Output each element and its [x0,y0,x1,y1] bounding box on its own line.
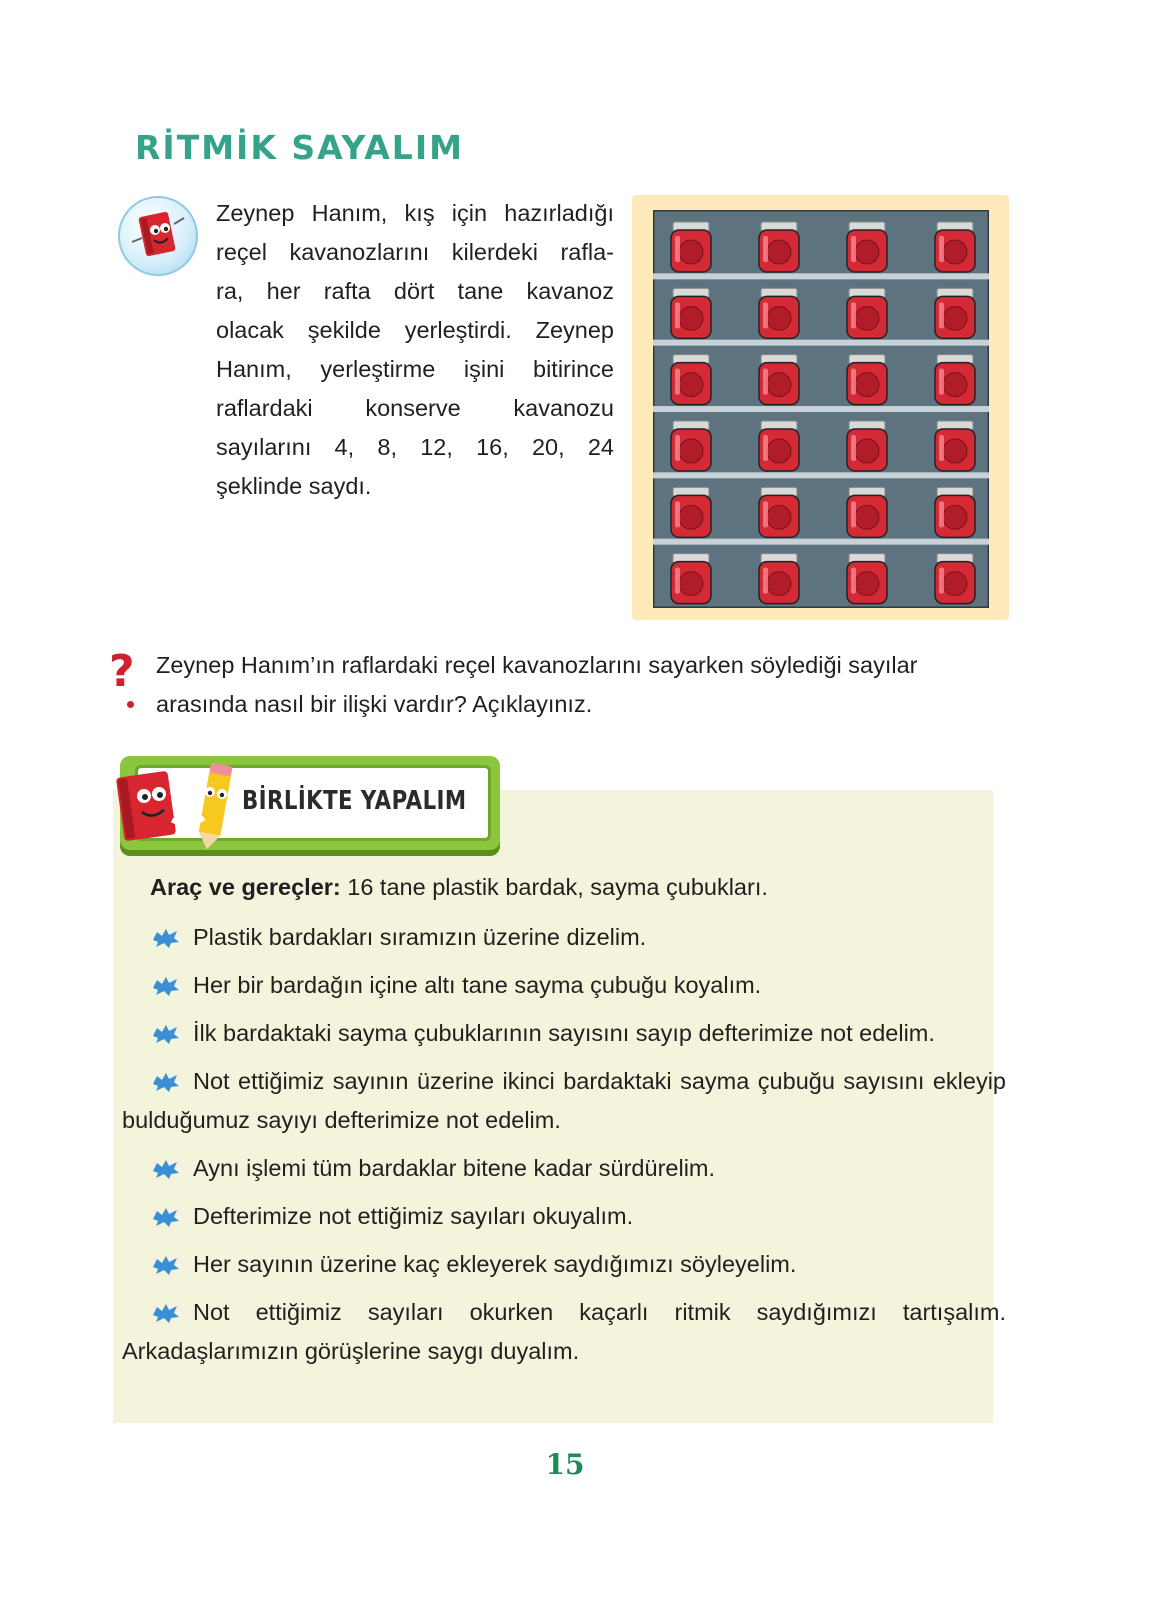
materials-label: Araç ve gereçler: [150,874,341,900]
step-item [122,1293,1006,1371]
jar-label [855,505,879,529]
jar-highlight [939,435,944,461]
jar-label [679,306,703,330]
section-title: RİTMİK SAYALIM [135,128,464,167]
intro-line: Hanım, yerleştirme işini bitirince [216,356,614,382]
shelf-board [653,406,989,412]
intro-line: raflardaki konserve kavanozu [216,395,614,421]
jar-label [855,240,879,264]
jar-highlight [851,435,856,461]
step-item [122,1062,1006,1140]
steps-list [122,918,1006,1380]
jar-highlight [763,568,768,594]
intro-line: Zeynep Hanım, kış için hazırladığı [216,200,614,226]
question-line: Zeynep Hanım’ın raflardaki reçel kavanozlarını sayarken söylediği sayılar [156,652,918,678]
jar-highlight [763,435,768,461]
jar-highlight [851,302,856,328]
intro-line: şeklinde saydı. [216,473,372,499]
shelf-board [653,539,989,545]
question-line: arasında nasıl bir ilişki vardır? Açıklayınız. [156,691,593,717]
materials-line [150,868,1000,907]
jar-label [767,373,791,397]
blue-splash-bullet-icon [150,1207,180,1227]
jar-label [767,240,791,264]
jar-label [943,306,967,330]
jar-highlight [939,568,944,594]
jar-highlight [675,435,680,461]
step-text: Plastik bardakları sıramızın üzerine dizelim. [193,924,647,950]
intro-line: olacak şekilde yerleştirdi. Zeynep [216,317,614,343]
intro-line: reçel kavanozlarını kilerdeki rafla- [216,239,614,265]
jar-highlight [851,568,856,594]
intro-line: ra, her rafta dört tane kavanoz [216,278,614,304]
jar-highlight [675,369,680,395]
book-pencil-mascot-icon [112,758,252,856]
blue-splash-bullet-icon [150,1159,180,1179]
jar-highlight [851,369,856,395]
activity-badge-label: BİRLİKTE YAPALIM [242,786,467,816]
jar-highlight [763,501,768,527]
jar-label [679,373,703,397]
jar-label [943,505,967,529]
step-text: Not ettiğimiz sayıları okurken kaçarlı ritmik saydığımızı tartışalım. Arkadaşlarımızın görüşlerine saygı duyalım. [122,1299,1006,1364]
jar-label [767,505,791,529]
jar-label [679,240,703,264]
blue-splash-bullet-icon [150,1024,180,1044]
shelf-board [653,340,989,346]
intro-line: sayılarını 4, 8, 12, 16, 20, 24 [216,434,614,460]
jar-label [679,439,703,463]
step-item [122,1197,1006,1236]
jar-highlight [939,501,944,527]
step-text: İlk bardaktaki sayma çubuklarının sayısını sayıp defterimize not edelim. [193,1020,935,1046]
jar-highlight [939,302,944,328]
jar-label [767,572,791,596]
jar-highlight [939,369,944,395]
step-item [122,918,1006,957]
shelf-svg [653,210,989,608]
step-text: Aynı işlemi tüm bardaklar bitene kadar sürdürelim. [193,1155,716,1181]
blue-splash-bullet-icon [150,1303,180,1323]
blue-splash-bullet-icon [150,976,180,996]
step-item [122,966,1006,1005]
step-text: Her bir bardağın içine altı tane sayma çubuğu koyalım. [193,972,762,998]
jar-label [943,439,967,463]
book-mascot-icon [118,196,198,276]
shelf-board [653,472,989,478]
jar-label [943,572,967,596]
jar-label [679,505,703,529]
materials-text: 16 tane plastik bardak, sayma çubukları. [340,874,768,900]
jar-highlight [939,236,944,262]
page-number: 15 [545,1448,585,1481]
jar-label [767,306,791,330]
jar-highlight [763,236,768,262]
blue-splash-bullet-icon [150,1072,180,1092]
step-text: Her sayının üzerine kaç ekleyerek saydığımızı söyleyelim. [193,1251,797,1277]
question-text [156,646,1036,724]
jar-highlight [763,369,768,395]
blue-splash-bullet-icon [150,1255,180,1275]
jar-highlight [675,501,680,527]
jar-label [855,572,879,596]
jar-label [943,240,967,264]
jar-highlight [675,302,680,328]
jar-label [943,373,967,397]
blue-splash-bullet-icon [150,928,180,948]
jar-label [679,572,703,596]
step-item [122,1245,1006,1284]
jar-highlight [675,568,680,594]
shelf-board [653,273,989,279]
jar-label [767,439,791,463]
step-text: Not ettiğimiz sayının üzerine ikinci bardaktaki sayma çubuğu sayısını ekleyip bulduğumuz sayıyı defterimize not edelim. [122,1068,1006,1133]
step-item [122,1014,1006,1053]
question-dot [127,701,134,708]
jar-highlight [763,302,768,328]
jar-highlight [851,236,856,262]
jar-highlight [851,501,856,527]
question-mark-icon: ? [109,646,135,697]
jar-label [855,373,879,397]
jar-highlight [675,236,680,262]
intro-paragraph [216,194,614,506]
step-text: Defterimize not ettiğimiz sayıları okuyalım. [193,1203,634,1229]
step-item [122,1149,1006,1188]
jar-label [855,306,879,330]
jar-label [855,439,879,463]
